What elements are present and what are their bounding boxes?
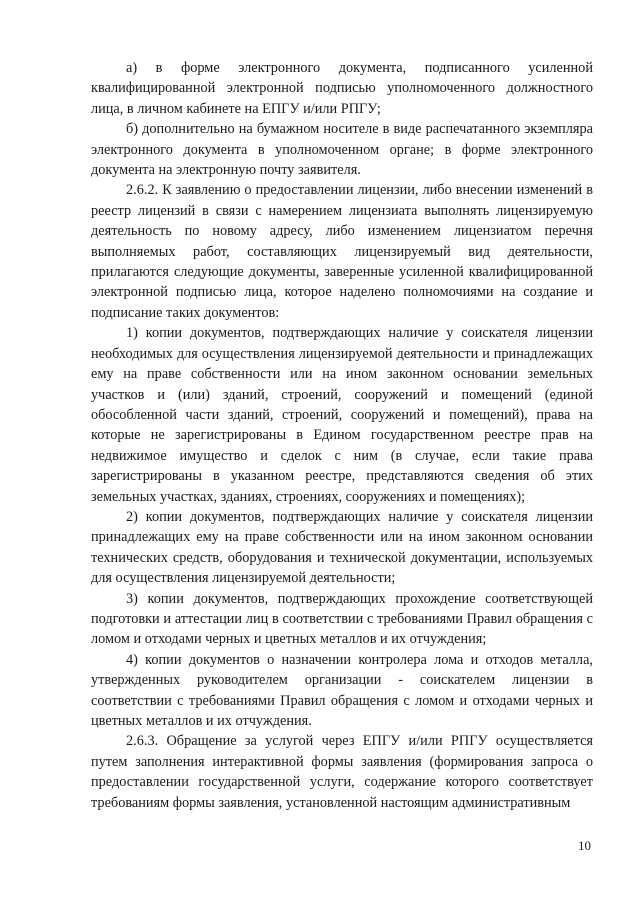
page-number: 10 — [578, 838, 591, 853]
paragraph-2-6-2: 2.6.2. К заявлению о предоставлении лицензии, либо внесении изменений в реестр лицензий в связи с намерением лицензиата выполнять лицензируемую деятельность по новому адресу, либо изменением лицензиатом перечня выполняемых работ, составляющих лицензируемый вид деятельности, прилагаются следующие документы, заверенные усиленной квалифицированной электронной подписью лица, которое наделено полномочиями на создание и подписание таких документов: — [91, 182, 593, 321]
document-body — [91, 58, 593, 813]
paragraph-item-4: 4) копии документов о назначении контролера лома и отходов металла, утвержденных руководителем организации - соискателем лицензии в соответствии с требованиями Правил обращения с ломом и отходами черных и цветных металлов и их отчуждения. — [91, 651, 593, 729]
paragraph-item-3: 3) копии документов, подтверждающих прохождение соответствующей подготовки и аттестации лиц в соответствии с требованиями Правил обращения с ломом и отходами черных и цветных металлов и их отчуждения; — [91, 590, 593, 648]
paragraph-a: а) в форме электронного документа, подписанного усиленной квалифицированной электронной подписью уполномоченного должностного лица, в личном кабинете на ЕПГУ и/или РПГУ; — [91, 60, 593, 117]
paragraph-b: б) дополнительно на бумажном носителе в виде распечатанного экземпляра электронного документа в уполномоченном органе; в форме электронного документа на электронную почту заявителя. — [91, 121, 593, 179]
paragraph-2-6-3: 2.6.3. Обращение за услугой через ЕПГУ и/или РПГУ осуществляется путем заполнения интерактивной формы заявления (формирования запроса о предоставлении государственной услуги, содержание которого соответствует требованиям формы заявления, установленной настоящим административным — [91, 733, 593, 811]
paragraph-item-1: 1) копии документов, подтверждающих наличие у соискателя лицензии необходимых для осуществления лицензируемой деятельности и принадлежащих ему на праве собственности или на ином законном основании земельных участков и (или) зданий, строений, сооружений и помещений (единой обособленной части зданий, строений, сооружений и помещений), права на которые не зарегистрированы в Едином государственном реестре прав на недвижимое имущество и сделок с ним (в случае, если такие права зарегистрированы в указанном реестре, представляются сведения об этих земельных участках, зданиях, строениях, сооружениях и помещениях); — [91, 325, 593, 505]
paragraph-item-2: 2) копии документов, подтверждающих наличие у соискателя лицензии принадлежащих ему на праве собственности или на ином законном основании технических средств, оборудования и технической документации, используемых для осуществления лицензируемой деятельности; — [91, 508, 593, 587]
